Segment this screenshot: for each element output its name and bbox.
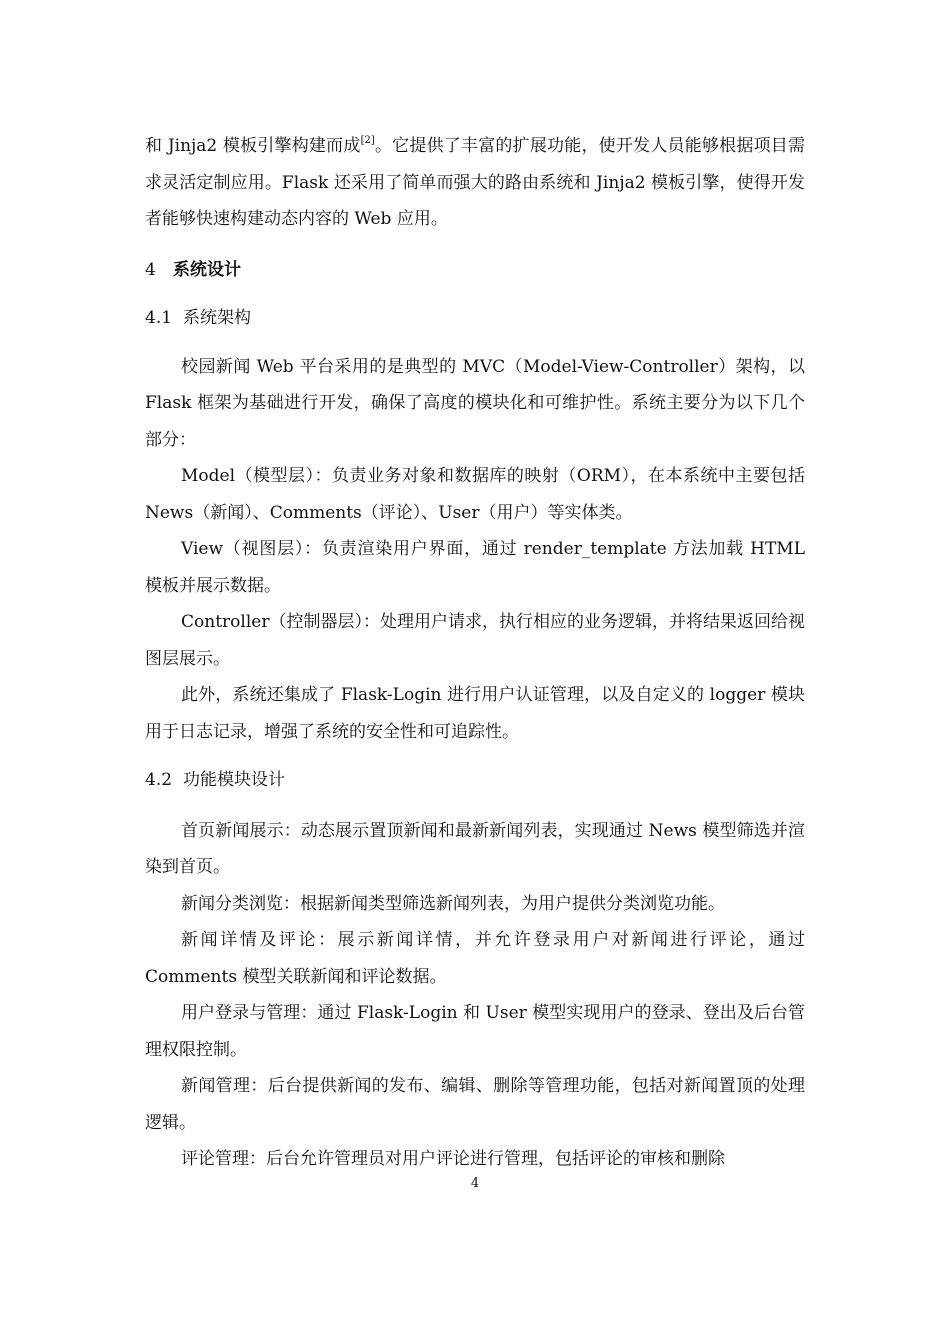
intro-text-part1: 和 Jinja2 模板引擎构建而成 bbox=[145, 136, 361, 156]
detail-comment-module-paragraph: 新闻详情及评论：展示新闻详情，并允许登录用户对新闻进行评论，通过 Comments 模型关联新闻和评论数据。 bbox=[145, 930, 805, 987]
intro-paragraph bbox=[145, 128, 805, 238]
homepage-module-paragraph: 首页新闻展示：动态展示置顶新闻和最新新闻列表，实现通过 News 模型筛选并渲染到首页。 bbox=[145, 820, 805, 877]
section-4-1-heading bbox=[145, 300, 805, 337]
section-4-1-title: 系统架构 bbox=[183, 308, 251, 328]
section-4-2-heading bbox=[145, 762, 805, 799]
section-4-1-number: 4.1 bbox=[145, 308, 173, 328]
section-4-2-title: 功能模块设计 bbox=[183, 770, 285, 790]
page-number: 4 bbox=[470, 1176, 480, 1191]
category-module-paragraph: 新闻分类浏览：根据新闻类型筛选新闻列表，为用户提供分类浏览功能。 bbox=[181, 893, 725, 914]
comment-management-paragraph: 评论管理：后台允许管理员对用户评论进行管理，包括评论的审核和删除 bbox=[181, 1149, 725, 1169]
user-module-paragraph: 用户登录与管理：通过 Flask-Login 和 User 模型实现用户的登录、登出及后台管理权限控制。 bbox=[145, 1003, 805, 1060]
news-management-paragraph: 新闻管理：后台提供新闻的发布、编辑、删除等管理功能，包括对新闻置顶的处理逻辑。 bbox=[145, 1076, 805, 1133]
controller-layer-paragraph: Controller（控制器层）：处理用户请求，执行相应的业务逻辑，并将结果返回给视图层展示。 bbox=[145, 612, 805, 669]
model-layer-paragraph: Model（模型层）：负责业务对象和数据库的映射（ORM），在本系统中主要包括 News（新闻）、Comments（评论）、User（用户）等实体类。 bbox=[145, 466, 805, 523]
intro-text-part2: 。它提供了丰富的扩展功能，使开发人员能够根据项目需求灵活定制应用。Flask 还采用了简单而强大的路由系统和 Jinja2 模板引擎，使得开发者能够快速构建动态内容的 Web 应用。 bbox=[145, 136, 806, 229]
view-layer-paragraph: View（视图层）：负责渲染用户界面，通过 render_template 方法加载 HTML 模板并展示数据。 bbox=[145, 539, 805, 596]
citation-ref: [2] bbox=[360, 135, 375, 146]
architecture-overview-paragraph: 校园新闻 Web 平台采用的是典型的 MVC（Model-View-Controller）架构，以 Flask 框架为基础进行开发，确保了高度的模块化和可维护性。系统主要分为以下几个部分： bbox=[145, 356, 805, 450]
section-4-number: 4 bbox=[145, 259, 156, 280]
page-body bbox=[145, 128, 805, 1178]
section-4-heading bbox=[145, 252, 805, 289]
extensions-paragraph: 此外，系统还集成了 Flask-Login 进行用户认证管理，以及自定义的 logger 模块用于日志记录，增强了系统的安全性和可追踪性。 bbox=[145, 685, 805, 742]
section-4-title: 系统设计 bbox=[173, 259, 241, 280]
section-4-2-number: 4.2 bbox=[145, 770, 173, 790]
